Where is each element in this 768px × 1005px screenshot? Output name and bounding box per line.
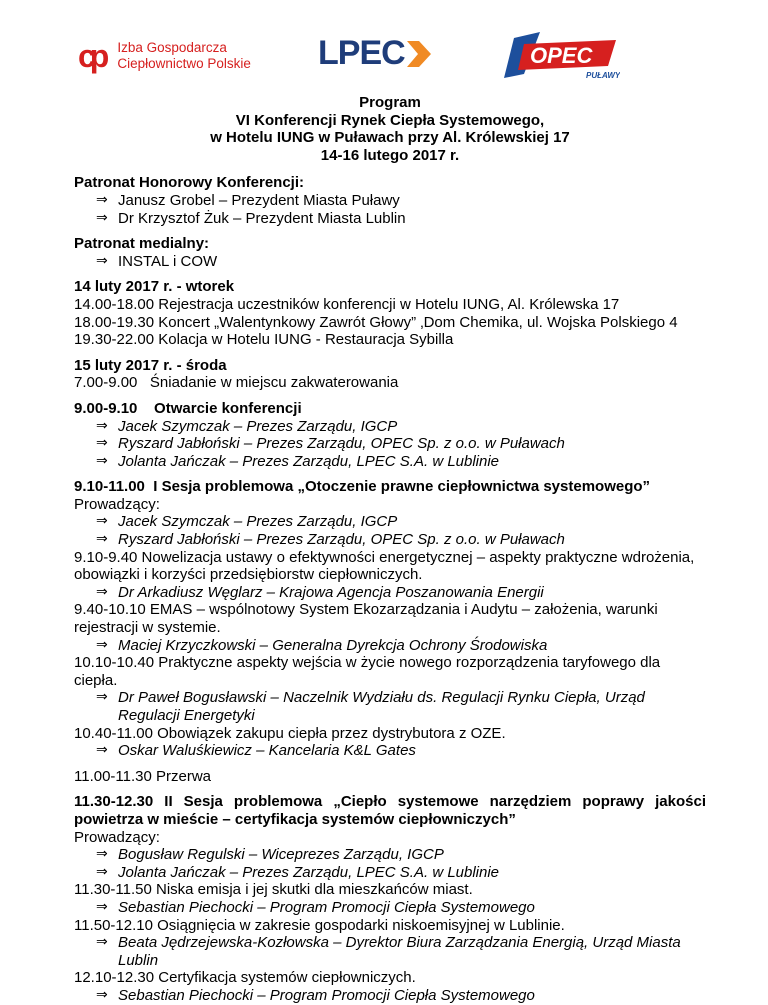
lpec-text: LPEC: [318, 34, 405, 72]
arrow-icon: ⇒: [96, 846, 108, 863]
schedule-line: 19.30-22.00 Kolacja w Hotelu IUNG - Restauracja Sybilla: [74, 331, 454, 349]
list-item: ⇒ Dr Arkadiusz Węglarz – Krajowa Agencja Poszanowania Energii: [96, 583, 544, 601]
arrow-icon: ⇒: [96, 583, 108, 600]
moderators-label: Prowadzący:: [74, 828, 160, 846]
list-item: ⇒ INSTAL i COW: [96, 252, 218, 270]
list-item: ⇒ Janusz Grobel – Prezydent Miasta Puławy: [96, 191, 400, 209]
list-item: ⇒ Jacek Szymczak – Prezes Zarządu, IGCP: [96, 417, 398, 435]
igcp-line1: Izba Gospodarcza: [117, 40, 227, 55]
igcp-mark-icon: cp: [78, 38, 104, 74]
arrow-icon: ⇒: [96, 898, 108, 915]
list-item: ⇒ Dr Krzysztof Żuk – Prezydent Miasta Lublin: [96, 209, 406, 227]
lpec-logo: [318, 34, 433, 73]
arrow-icon: ⇒: [96, 417, 108, 434]
arrow-icon: ⇒: [96, 452, 108, 469]
logo-bar: [0, 28, 768, 88]
igcp-name: [117, 40, 251, 72]
list-item: ⇒ Jolanta Jańczak – Prezes Zarządu, LPEC S.A. w Lublinie: [96, 452, 500, 470]
arrow-icon: ⇒: [96, 191, 108, 208]
title-line: w Hotelu IUNG w Puławach przy Al. Królewskiej 17: [210, 129, 570, 147]
arrow-icon: ⇒: [96, 742, 108, 759]
igcp-line2: Ciepłownictwo Polskie: [117, 56, 251, 71]
schedule-line: 7.00-9.00 Śniadanie w miejscu zakwaterowania: [74, 374, 399, 392]
opec-sub-text: PUŁAWY: [586, 71, 620, 80]
session-heading: 11.30-12.30 II Sesja problemowa „Ciepło systemowe narzędziem poprawy jakości powietrza w mieście – certyfikacja systemów ciepłowniczych”: [74, 793, 706, 828]
section-heading: Patronat Honorowy Konferencji:: [74, 174, 305, 192]
list-item: ⇒ Oskar Waluśkiewicz – Kancelaria K&L Gates: [96, 742, 416, 760]
title-line: 14-16 lutego 2017 r.: [320, 146, 460, 164]
title-line: Program: [359, 94, 421, 111]
arrow-icon: ⇒: [96, 209, 108, 226]
moderators-label: Prowadzący:: [74, 495, 160, 513]
arrow-icon: ⇒: [96, 636, 108, 653]
list-item: ⇒ Beata Jędrzejewska-Kozłowska – Dyrektor Biura Zarządzania Energią, Urząd Miasta Lublin: [96, 934, 681, 969]
arrow-icon: ⇒: [96, 863, 108, 880]
talk-line: 9.40-10.10 EMAS – wspólnotowy System Ekozarządzania i Audytu – założenia, warunki rejestracji w systemie.: [74, 601, 658, 637]
arrow-icon: ⇒: [96, 435, 108, 452]
talk-line: 12.10-12.30 Certyfikacja systemów ciepłowniczych.: [74, 969, 416, 987]
list-item: ⇒ Sebastian Piechocki – Program Promocji Ciepła Systemowego: [96, 898, 535, 916]
list-item: ⇒ Bogusław Regulski – Wiceprezes Zarządu, IGCP: [96, 846, 444, 864]
igcp-logo: [78, 40, 251, 72]
arrow-icon: ⇒: [96, 986, 108, 1003]
title-line: VI Konferencji Rynek Ciepła Systemowego,: [235, 111, 545, 129]
arrow-icon: ⇒: [96, 513, 108, 530]
arrow-icon: ⇒: [96, 934, 108, 951]
day-heading: 14 luty 2017 r. - wtorek: [74, 278, 235, 296]
arrow-icon: ⇒: [96, 531, 108, 548]
schedule-line: 18.00-19.30 Koncert „Walentynkowy Zawrót Głowy” ‚Dom Chemika, ul. Wojska Polskiego 4: [74, 313, 678, 331]
list-item: ⇒ Jolanta Jańczak – Prezes Zarządu, LPEC S.A. w Lublinie: [96, 863, 500, 881]
page-title: [74, 94, 706, 164]
talk-line: 9.10-9.40 Nowelizacja ustawy o efektywności energetycznej – aspekty praktyczne wdrożenia, obowiązki i korzyści przedsiębiorstw ciepłowniczych.: [74, 548, 695, 584]
list-item: ⇒ Sebastian Piechocki – Program Promocji Ciepła Systemowego: [96, 986, 535, 1004]
list-item: ⇒ Jacek Szymczak – Prezes Zarządu, IGCP: [96, 513, 398, 531]
session-heading: 9.00-9.10 Otwarcie konferencji: [74, 399, 302, 417]
list-item: ⇒ Dr Paweł Bogusławski – Naczelnik Wydziału ds. Regulacji Rynku Ciepła, Urząd Regulacji Energetyki: [96, 689, 645, 724]
talk-line: 10.10-10.40 Praktyczne aspekty wejścia w życie nowego rozporządzenia taryfowego dla ciepła.: [74, 654, 661, 689]
session-heading: 9.10-11.00 I Sesja problemowa „Otoczenie prawne ciepłownictwa systemowego”: [74, 478, 651, 496]
day-heading: 15 luty 2017 r. - środa: [74, 356, 227, 374]
document-body: [74, 94, 706, 1005]
talk-line: 11.30-11.50 Niska emisja i jej skutki dla mieszkańców miast.: [74, 881, 473, 899]
list-item: ⇒ Maciej Krzyczkowski – Generalna Dyrekcja Ochrony Środowiska: [96, 636, 548, 654]
section-heading: Patronat medialny:: [74, 235, 210, 253]
opec-logo: [500, 30, 620, 86]
talk-line: 10.40-11.00 Obowiązek zakupu ciepła przez dystrybutora z OZE.: [74, 724, 506, 742]
arrow-icon: ⇒: [96, 689, 108, 706]
lpec-arrow-icon: [407, 39, 433, 69]
arrow-icon: ⇒: [96, 252, 108, 269]
talk-line: 11.50-12.10 Osiągnięcia w zakresie gospodarki niskoemisyjnej w Lublinie.: [74, 916, 565, 934]
list-item: ⇒ Ryszard Jabłoński – Prezes Zarządu, OPEC Sp. z o.o. w Puławach: [96, 435, 565, 453]
list-item: ⇒ Ryszard Jabłoński – Prezes Zarządu, OPEC Sp. z o.o. w Puławach: [96, 531, 565, 549]
schedule-line: 14.00-18.00 Rejestracja uczestników konferencji w Hotelu IUNG, Al. Królewska 17: [74, 295, 620, 313]
opec-text: OPEC: [530, 43, 593, 68]
break-line: 11.00-11.30 Przerwa: [74, 767, 212, 785]
